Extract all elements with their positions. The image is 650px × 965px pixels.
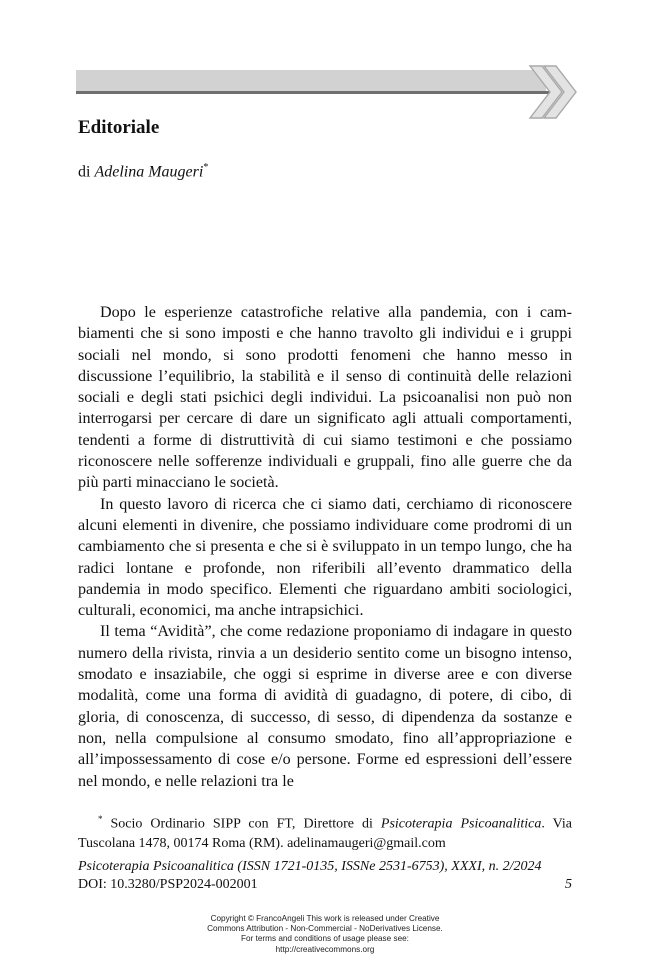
- footnote-mark: *: [98, 814, 103, 824]
- footnote-journal-name: Psicoterapia Psicoanalitica: [380, 816, 542, 832]
- journal-info: [78, 858, 572, 894]
- doi: DOI: 10.3280/PSP2024-002001: [78, 877, 258, 892]
- paragraph: Dopo le esperienze catastrofiche relative alla pandemia, con i cambiamenti che si sono imposti e che hanno travolto gli individui e i gruppi sociali nel mondo, si sono prodotti fenomeni che hanno messo in discussione l’equilibrio, la stabilità e il senso di continuità delle relazioni sociali e degli stati psichici degli individui. La psicoanalisi non può non interrogarsi per cercare di dare un significato agli attuali comportamenti, tendenti a forme di distruttività di cui siamo testimoni e che possiamo riconoscere nelle sofferenze individuali e gruppali, fino alle guerre che da più parti minacciano le società.: [78, 304, 572, 492]
- license-line: For terms and conditions of usage please see:: [241, 934, 409, 944]
- body-text: [78, 302, 572, 792]
- author-name: Adelina Maugeri: [94, 163, 204, 181]
- license-notice: [175, 914, 475, 955]
- header-rule: [76, 91, 556, 94]
- paragraph: Il tema “Avidità”, che come redazione proponiamo di indagare in questo numero della rivista, rinvia a un desiderio sentito come un bisogno intenso, smodato e insaziabile, che oggi si esprime in diverse aree e con diverse modalità, come una forma di avidità di guadagno, di potere, di cibo, di gloria, di conoscenza, di successo, di sesso, di dipendenza da sostanze e non, nella compulsione al consumo smodato, fino all’appropriazione e all’impossessamento di cose e/o persone. Forme ed espressioni dell’essere nel mondo, e nelle relazioni tra le: [78, 623, 572, 790]
- paragraph: In questo lavoro di ricerca che ci siamo dati, cerchiamo di riconoscere alcuni elementi in divenire, che possiamo individuare come prodromi di un cambiamento che si presenta e che si è sviluppato in un tempo lungo, che ha radici lontane e profonde, non riferibili all’evento drammatico della pandemia in modo specifico. Elementi che riguardano ambiti sociologici, culturali, economici, ma anche intrapsichici.: [78, 495, 572, 620]
- byline-prefix: di: [78, 163, 95, 181]
- byline: [78, 162, 208, 181]
- author-footnote-mark: *: [203, 162, 209, 173]
- journal-citation: Psicoterapia Psicoanalitica (ISSN 1721-0135, ISSNe 2531-6753), XXXI, n. 2/2024: [78, 859, 542, 874]
- license-line: Copyright © FrancoAngeli This work is released under Creative: [210, 914, 440, 923]
- footnote-text: Socio Ordinario SIPP con FT, Direttore di: [102, 816, 381, 832]
- footnote: [78, 810, 572, 853]
- license-line: Commons Attribution - Non-Commercial - NoDerivatives License.: [207, 924, 443, 934]
- article-title: Editoriale: [78, 117, 160, 138]
- license-link[interactable]: http://creativecommons.org: [275, 944, 375, 954]
- footnote-address: . Via Tuscolana 1478, 00174 Roma (RM). adelinamaugeri@gmail.com: [78, 816, 572, 851]
- page-number: 5: [565, 877, 572, 892]
- header-band: [76, 70, 546, 92]
- double-chevron-icon: [528, 64, 578, 120]
